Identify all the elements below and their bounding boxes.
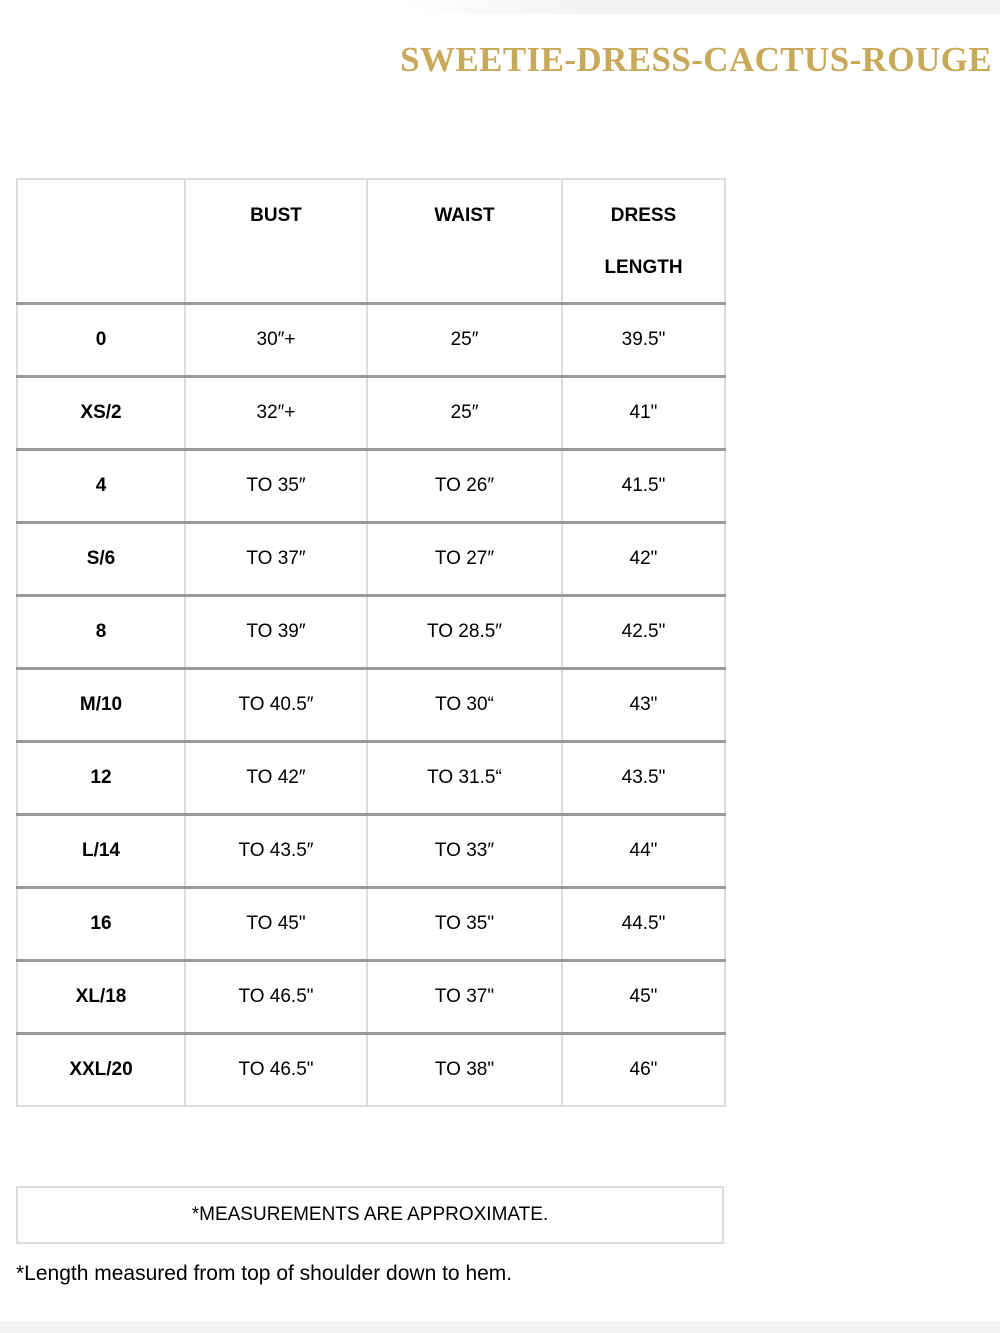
waist-cell: TO 26″	[367, 450, 562, 523]
table-row	[17, 523, 725, 596]
measurements-notice-text: *MEASUREMENTS ARE APPROXIMATE.	[191, 1204, 549, 1225]
dress-length-cell: 41.5"	[562, 450, 725, 523]
table-header-row	[17, 179, 725, 304]
bust-cell: TO 37″	[185, 523, 367, 596]
page-title: SWEETIE-DRESS-CACTUS-ROUGE	[400, 40, 992, 79]
waist-cell: TO 30“	[367, 669, 562, 742]
waist-cell: TO 38"	[367, 1034, 562, 1107]
bust-cell: 32″+	[185, 377, 367, 450]
dress-length-cell: 42.5"	[562, 596, 725, 669]
header-dress-length	[562, 179, 725, 304]
bust-cell: TO 46.5"	[185, 961, 367, 1034]
size-cell: XXL/20	[17, 1034, 185, 1107]
table-row	[17, 888, 725, 961]
bust-cell: 30″+	[185, 304, 367, 377]
header-dress-length-line1: DRESS	[610, 205, 677, 226]
bust-cell: TO 42″	[185, 742, 367, 815]
table-row	[17, 450, 725, 523]
header-dress-length-line2: LENGTH	[604, 257, 683, 278]
size-cell: 16	[17, 888, 185, 961]
size-cell: 4	[17, 450, 185, 523]
table-row	[17, 304, 725, 377]
bust-cell: TO 46.5"	[185, 1034, 367, 1107]
dress-length-cell: 43.5"	[562, 742, 725, 815]
size-cell: 0	[17, 304, 185, 377]
table-row	[17, 596, 725, 669]
size-cell: L/14	[17, 815, 185, 888]
size-cell: XL/18	[17, 961, 185, 1034]
table-row	[17, 377, 725, 450]
waist-cell: TO 37"	[367, 961, 562, 1034]
top-fade-strip	[400, 0, 1000, 14]
waist-cell: TO 33″	[367, 815, 562, 888]
bust-cell: TO 35″	[185, 450, 367, 523]
bust-cell: TO 40.5″	[185, 669, 367, 742]
size-cell: M/10	[17, 669, 185, 742]
waist-cell: TO 31.5“	[367, 742, 562, 815]
bust-cell: TO 39″	[185, 596, 367, 669]
waist-cell: 25″	[367, 304, 562, 377]
size-cell: 12	[17, 742, 185, 815]
size-chart-table	[16, 178, 726, 1107]
bust-cell: TO 43.5″	[185, 815, 367, 888]
waist-cell: 25″	[367, 377, 562, 450]
waist-cell: TO 28.5″	[367, 596, 562, 669]
size-cell: 8	[17, 596, 185, 669]
waist-cell: TO 35"	[367, 888, 562, 961]
dress-length-cell: 45"	[562, 961, 725, 1034]
table-row	[17, 669, 725, 742]
bottom-strip	[0, 1321, 1000, 1333]
table-row	[17, 742, 725, 815]
dress-length-cell: 44.5"	[562, 888, 725, 961]
table-row	[17, 815, 725, 888]
waist-cell: TO 27″	[367, 523, 562, 596]
length-footnote: *Length measured from top of shoulder down to hem.	[16, 1262, 513, 1285]
size-cell: XS/2	[17, 377, 185, 450]
header-waist: WAIST	[367, 179, 562, 304]
bust-cell: TO 45"	[185, 888, 367, 961]
table-row	[17, 1034, 725, 1107]
dress-length-cell: 42"	[562, 523, 725, 596]
size-cell: S/6	[17, 523, 185, 596]
dress-length-cell: 46"	[562, 1034, 725, 1107]
dress-length-cell: 43"	[562, 669, 725, 742]
header-bust: BUST	[185, 179, 367, 304]
measurements-notice	[16, 1186, 724, 1244]
dress-length-cell: 41"	[562, 377, 725, 450]
dress-length-cell: 44"	[562, 815, 725, 888]
table-row	[17, 961, 725, 1034]
header-size	[17, 179, 185, 304]
dress-length-cell: 39.5"	[562, 304, 725, 377]
